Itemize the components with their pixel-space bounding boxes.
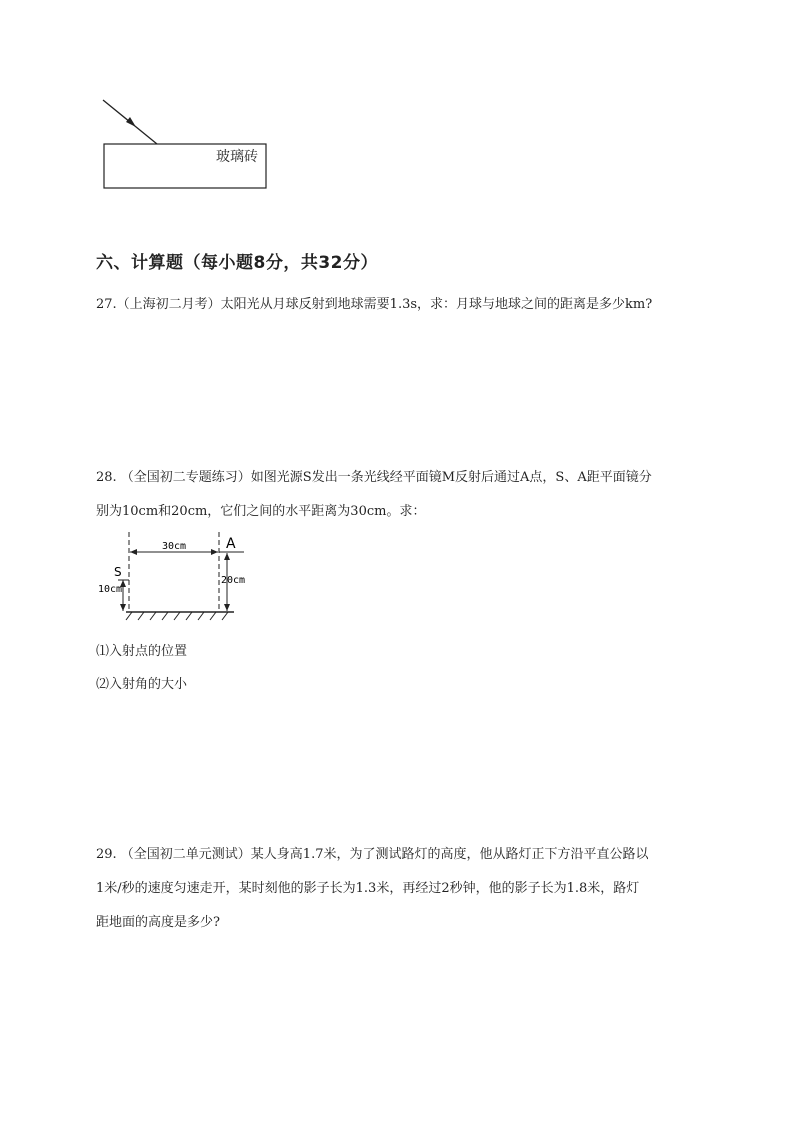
label-a: A [226, 536, 236, 552]
mirror-hatching [126, 612, 228, 620]
question-28-sub-1: ⑴入射点的位置 [96, 644, 188, 659]
question-28-line-2: 别为10cm和20cm，它们之间的水平距离为30cm。求： [96, 504, 426, 519]
label-10cm: 10cm [98, 584, 123, 595]
mirror-figure [92, 530, 262, 630]
arrow-left-icon [130, 549, 137, 555]
question-29-line-2: 1米/秒的速度匀速走开，某时刻他的影子长为1.3米，再经过2秒钟，他的影子长为1.8米，路灯 [96, 881, 640, 896]
label-20cm: 20cm [221, 575, 246, 586]
arrow-down-icon [120, 604, 126, 611]
arrow-up-icon [224, 553, 230, 560]
label-s: S [114, 565, 122, 579]
section-title: 六、计算题（每小题8分，共32分） [96, 253, 378, 273]
arrow-right-icon [211, 549, 218, 555]
question-29 [96, 838, 716, 940]
arrow-down-icon [224, 604, 230, 611]
question-28-sub-2: ⑵入射角的大小 [96, 677, 188, 692]
glass-brick-figure [96, 92, 276, 196]
question-29-line-1: 29. （全国初二单元测试）某人身高1.7米，为了测试路灯的高度，他从路灯正下方沿平直公路以 [96, 847, 649, 862]
question-28-line-1: 28. （全国初二专题练习）如图光源S发出一条光线经平面镜M反射后通过A点，S、A距平面镜分 [96, 470, 652, 485]
question-29-line-3: 距地面的高度是多少? [96, 915, 220, 930]
question-27-text: 27.（上海初二月考）太阳光从月球反射到地球需要1.3s，求：月球与地球之间的距离是多少km? [96, 297, 653, 312]
question-27 [96, 288, 716, 322]
glass-brick-label: 玻璃砖 [216, 149, 258, 165]
ray-arrow-icon [126, 117, 136, 127]
question-28 [96, 461, 716, 529]
label-30cm: 30cm [162, 541, 187, 552]
